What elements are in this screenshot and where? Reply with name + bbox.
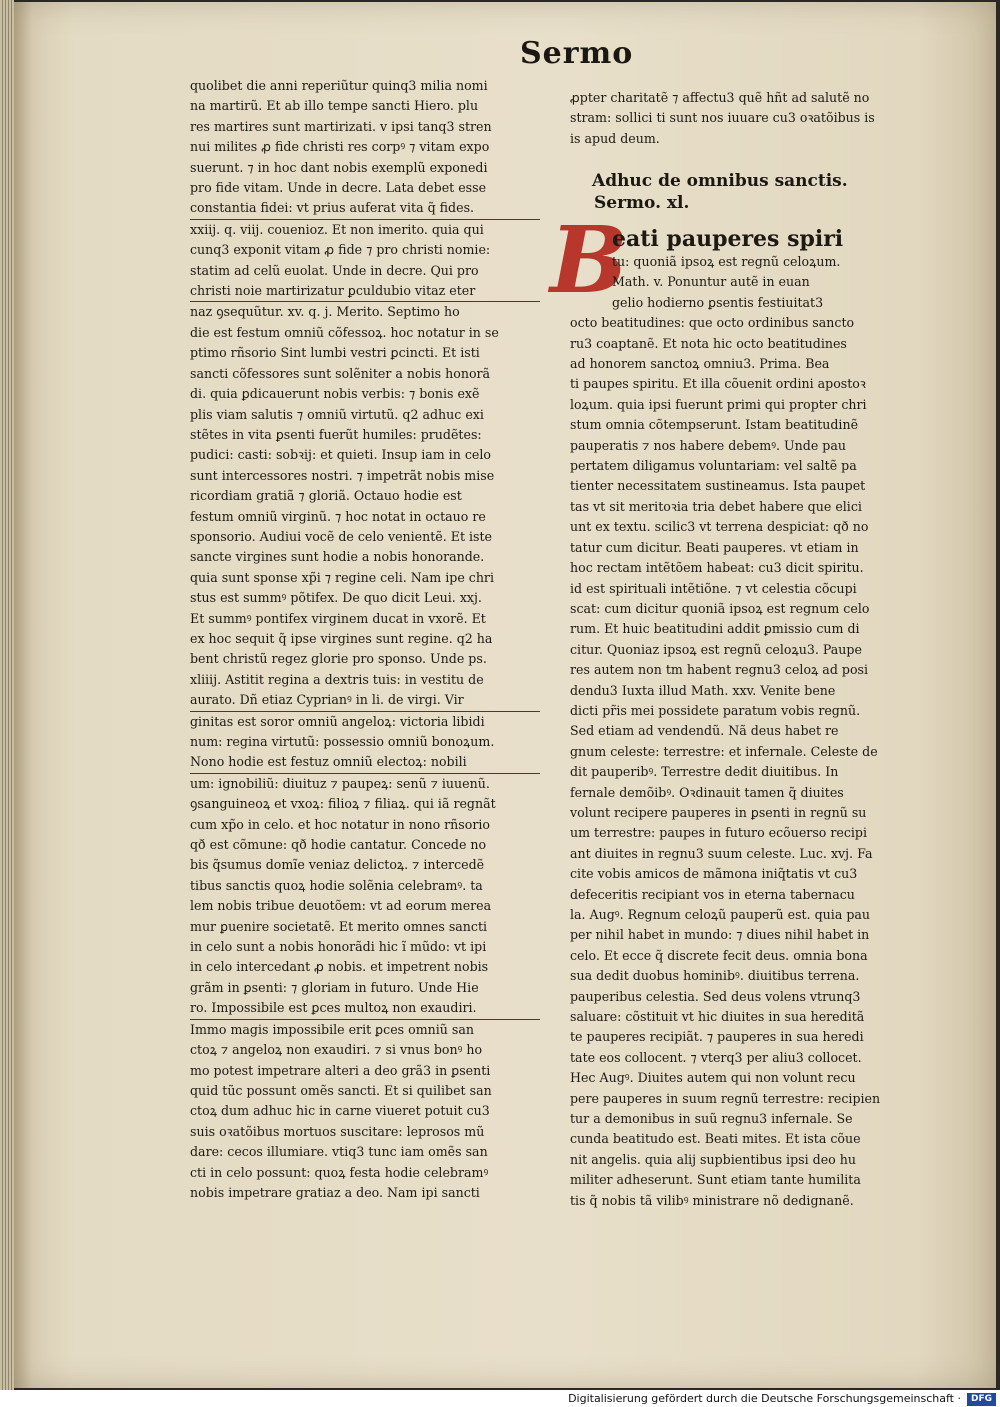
right-column-line: fernale demõibꝰ. Oꝛdinauit tamen q̃ diuites	[570, 784, 844, 800]
left-column-line: grãm in ꝑsenti: ⁊ gloriam in futuro. Unde Hie	[190, 979, 479, 995]
left-column-line: nui milites ꝓ fide christi res corpꝰ ⁊ vitam expo	[190, 139, 490, 155]
right-column-line: ti paupes spiritu. Et illa cõuenit ordini apostoꝛ	[570, 376, 866, 392]
right-column-line: cite vobis amicos de mãmona iniq̃tatis vt cu3	[570, 866, 858, 882]
right-column-line: cunda beatitudo est. Beati mites. Et ista cõue	[570, 1131, 861, 1147]
right-column-line: ru3 coaptanẽ. Et nota hic octo beatitudines	[570, 335, 847, 351]
right-column-line: pere pauperes in suum regnũ terrestre: recipien	[570, 1090, 881, 1106]
right-column-first-line: eati pauperes spiri	[612, 226, 844, 252]
left-column	[190, 76, 540, 1203]
left-column-line: um: ignobiliũ: diuituz ⁊ paupeꝝ: senũ ⁊ iuuenũ.	[190, 775, 490, 791]
left-column-line: cunq3 exponit vitam ꝓ fide ⁊ pro christi nomie:	[190, 242, 491, 258]
right-column-line: scat: cum dicitur quoniã ipsoꝝ est regnum celo	[570, 600, 870, 616]
left-column-line: quid tũc possunt omẽs sancti. Et si quilibet san	[190, 1082, 492, 1098]
right-column-line: dicti pr̃is mei possidete paratum vobis regnũ.	[570, 702, 861, 718]
right-top-line: is apud deum.	[570, 130, 660, 146]
right-column-line: la. Augꝰ. Regnum celoꝝũ pauperũ est. quia pau	[570, 907, 871, 922]
left-column-line: Immo magis impossibile erit ꝑces omniũ san	[190, 1021, 474, 1037]
right-column-line: ant diuites in regnu3 suum celeste. Luc. xvj. Fa	[570, 845, 873, 861]
right-column-line: celo. Et ecce q̃ discrete fecit deus. omnia bona	[570, 947, 868, 963]
left-column-line: bent christũ regez glorie pro sponso. Unde ps.	[190, 651, 487, 667]
right-column-line: id est spirituali intẽtiõne. ⁊ vt celestia cõcupi	[570, 580, 857, 596]
right-column-line: octo beatitudines: que octo ordinibus sancto	[570, 315, 855, 331]
left-column-line: cum xp̃o in celo. et hoc notatur in nono rñsorio	[190, 816, 490, 832]
right-column-line: um terrestre: paupes in futuro ecõuerso recipi	[570, 825, 868, 841]
right-column-line: rum. Et huic beatitudini addit ꝑmissio cum di	[570, 621, 860, 637]
right-top-line: stram: sollici ti sunt nos iuuare cu3 oꝛatõibus is	[570, 110, 875, 126]
right-column-line: unt ex textu. scilic3 vt terrena despiciat: qð no	[570, 519, 869, 535]
drop-cap-initial: B	[550, 206, 628, 314]
right-column-line: Math. v. Ponuntur autẽ in euan	[612, 274, 810, 290]
left-column-line: quia sunt sponse xp̃i ⁊ regine celi. Nam ipe chri	[190, 569, 494, 585]
left-column-line: pudici: casti: sobꝛij: et quieti. Insup iam in celo	[190, 447, 491, 463]
right-column-line: citur. Quoniaz ipsoꝝ est regnũ celoꝝu3. Paupe	[570, 641, 862, 657]
left-column-line: in celo intercedant ꝓ nobis. et impetrent nobis	[190, 959, 489, 975]
left-column-line: pro fide vitam. Unde in decre. Lata debet esse	[190, 180, 487, 196]
right-column-line: pauperatis ⁊ nos habere debemꝰ. Unde pau	[570, 437, 846, 453]
left-column-line: res martires sunt martirizati. v ipsi tanq3 stren	[190, 118, 492, 134]
left-column-line: in celo sunt a nobis honorãdi hic ĩ mũdo: vt ipi	[190, 939, 487, 955]
left-column-line: qð est cõmune: qð hodie cantatur. Concede no	[190, 837, 487, 853]
left-column-line: ctoꝝ dum adhuc hic in carne viueret potuit cu3	[190, 1103, 490, 1119]
digitization-footer	[0, 1390, 1000, 1407]
right-column-line: volunt recipere pauperes in ꝑsenti in regnũ su	[570, 804, 867, 820]
right-column-line: dit pauperibꝰ. Terrestre dedit diuitibus. In	[570, 764, 839, 780]
right-column-line: gelio hodierno ꝑsentis festiuitat3	[612, 294, 824, 310]
right-column-line: defeceritis recipiant vos in eterna tabernacu	[570, 886, 855, 902]
left-column-line: suerunt. ⁊ in hoc dant nobis exemplũ exponedi	[190, 159, 488, 175]
right-column-line: res autem non tm habent regnu3 celoꝝ ad posi	[570, 662, 869, 678]
right-top-line: ꝓpter charitatẽ ⁊ affectu3 quẽ hñt ad salutẽ no	[570, 90, 870, 105]
left-column-line: ricordiam gratiã ⁊ gloriã. Octauo hodie est	[190, 488, 462, 504]
left-column-line: nobis impetrare gratiaz a deo. Nam ipi sancti	[190, 1184, 480, 1200]
right-column-line: tis q̃ nobis tã vilibꝰ ministrare nõ dedignanẽ.	[570, 1192, 854, 1208]
right-column-line: tas vt sit meritoꝛia tria debet habere que elici	[570, 498, 862, 514]
left-column-line: quolibet die anni reperiũtur quinq3 milia nomi	[190, 78, 488, 93]
left-column-line: di. quia ꝑdicauerunt nobis verbis: ⁊ bonis exẽ	[190, 386, 480, 402]
left-column-line: ptimo rñsorio Sint lumbi vestri ꝑcincti. Et isti	[190, 345, 480, 361]
dfg-logo: DFG	[967, 1393, 996, 1406]
left-column-line: na martirũ. Et ab illo tempe sancti Hiero. plu	[190, 98, 479, 114]
left-column-line: Nono hodie est festuz omniũ electoꝝ: nobili	[190, 752, 540, 773]
right-column-line: tienter necessitatem sustineamus. Ista paupet	[570, 478, 866, 494]
right-column-line: stum omnia cõtempserunt. Istam beatitudinẽ	[570, 417, 859, 433]
left-column-line: sancte virgines sunt hodie a nobis honorande.	[190, 549, 485, 565]
left-column-line: suis oꝛatõibus mortuos suscitare: leprosos mũ	[190, 1123, 485, 1139]
left-column-line: stus est summꝰ põtifex. De quo dicit Leui. xxj.	[190, 590, 482, 606]
right-column-top	[570, 88, 925, 149]
right-column-line: pauperibus celestia. Sed deus volens vtrunq3	[570, 988, 861, 1004]
left-column-line: ꝯsanguineoꝝ et vxoꝝ: filioꝝ ⁊ filiaꝝ. qui iã regnãt	[190, 796, 496, 812]
right-column-line: Hec Augꝰ. Diuites autem qui non volunt recu	[570, 1070, 856, 1086]
book-page-edges	[0, 0, 14, 1390]
left-column-line: tibus sanctis quoꝝ hodie solẽnia celebramꝰ. ta	[190, 877, 483, 893]
right-column-line: tatur cum dicitur. Beati pauperes. vt etiam in	[570, 539, 859, 555]
right-column-line: loꝝum. quia ipsi fuerunt primi qui propter chri	[570, 396, 867, 412]
left-column-line: ctoꝝ ⁊ angeloꝝ non exaudiri. ⁊ si vnus bonꝰ ho	[190, 1042, 483, 1058]
running-head: Sermo	[520, 36, 634, 71]
section-heading-line-2: Sermo. xl.	[594, 193, 690, 213]
right-column-line: tur a demonibus in suũ regnu3 infernale. Se	[570, 1111, 853, 1127]
left-column-line: ex hoc sequit q̃ ipse virgines sunt regine. q2 ha	[190, 630, 493, 646]
left-column-line: stẽtes in vita ꝑsenti fuerũt humiles: prudẽtes:	[190, 426, 482, 442]
right-column-line: pertatem diligamus voluntariam: vel saltẽ pa	[570, 458, 857, 474]
left-column-line: mo potest impetrare alteri a deo grã3 in ꝑsenti	[190, 1062, 491, 1078]
right-column-line: gnum celeste: terrestre: et infernale. Celeste de	[570, 743, 878, 759]
right-column-line: militer adheserunt. Sunt etiam tante humilita	[570, 1172, 861, 1188]
left-column-line: christi noie martirizatur ꝑculdubio vitaz eter	[190, 281, 540, 302]
left-column-line: naz ꝯsequũtur. xv. q. j. Merito. Septimo ho	[190, 304, 460, 320]
right-column-line: saluare: cõstituit vt hic diuites in sua hereditã	[570, 1009, 865, 1025]
left-column-line: xliiij. Astitit regina a dextris tuis: in vestitu de	[190, 671, 484, 687]
left-column-line: mur ꝑuenire societatẽ. Et merito omnes sancti	[190, 918, 488, 934]
left-column-line: num: regina virtutũ: possessio omniũ bonoꝝum.	[190, 734, 495, 749]
left-column-line: ro. Impossibile est ꝑces multoꝝ non exaudiri.	[190, 998, 540, 1019]
right-column-line: Sed etiam ad vendendũ. Nã deus habet re	[570, 723, 839, 739]
left-column-line: ginitas est soror omniũ angeloꝝ: victoria libidi	[190, 713, 485, 729]
right-column-line: per nihil habet in mundo: ⁊ diues nihil habet in	[570, 927, 870, 943]
right-column-line: tate eos collocent. ⁊ vterq3 per aliu3 collocet.	[570, 1049, 862, 1065]
left-column-line: plis viam salutis ⁊ omniũ virtutũ. q2 adhuc exi	[190, 406, 484, 422]
left-column-line: sponsorio. Audiui vocẽ de celo venientẽ. Et iste	[190, 528, 493, 544]
left-column-line: constantia fidei: vt prius auferat vita q̃ fides.	[190, 198, 540, 219]
left-column-line: cti in celo possunt: quoꝝ festa hodie celebramꝰ	[190, 1164, 489, 1180]
left-column-line: die est festum omniũ cõfessoꝝ. hoc notatur in se	[190, 324, 499, 340]
left-column-line: festum omniũ virginũ. ⁊ hoc notat in octauo re	[190, 508, 486, 524]
footer-credit: Digitalisierung gefördert durch die Deutsche Forschungsgemeinschaft ·	[568, 1392, 961, 1405]
right-column-line: hoc rectam intẽtõem habeat: cu3 dicit spiritu.	[570, 560, 864, 576]
left-column-line: lem nobis tribue deuotõem: vt ad eorum merea	[190, 898, 492, 914]
right-column-line: ad honorem sanctoꝝ omniu3. Prima. Bea	[570, 356, 830, 372]
left-column-line: dare: cecos illumiare. vtiq3 tunc iam omẽs san	[190, 1144, 488, 1160]
section-heading-line-1: Adhuc de omnibus sanctis.	[592, 171, 848, 191]
left-column-line: sunt intercessores nostri. ⁊ impetrãt nobis mise	[190, 467, 495, 483]
right-column-line: te pauperes recipiãt. ⁊ pauperes in sua heredi	[570, 1029, 864, 1045]
right-column-line: dendu3 Iuxta illud Math. xxv. Venite bene	[570, 682, 836, 698]
left-column-line: aurato. Dñ etiaz Cyprianꝰ in li. de virgi. Vir	[190, 690, 540, 711]
left-column-line: sancti cõfessores sunt solẽniter a nobis honorã	[190, 365, 491, 381]
right-column-line: sua dedit duobus hominibꝰ. diuitibus terrena.	[570, 968, 860, 984]
right-column	[570, 226, 925, 1211]
right-column-line: tu: quoniã ipsoꝝ est regnũ celoꝝum.	[612, 254, 841, 269]
left-column-line: bis q̃sumus domĩe veniaz delictoꝝ. ⁊ intercedẽ	[190, 857, 485, 873]
left-column-line: Et summꝰ pontifex virginem ducat in vxorẽ. Et	[190, 610, 486, 626]
section-heading	[592, 170, 892, 214]
left-column-line: xxiij. q. viij. couenioz. Et non imerito. quia qui	[190, 221, 484, 237]
left-column-line: statim ad celũ euolat. Unde in decre. Qui pro	[190, 262, 479, 278]
right-column-line: nit angelis. quia alij supbientibus ipsi deo hu	[570, 1151, 856, 1167]
